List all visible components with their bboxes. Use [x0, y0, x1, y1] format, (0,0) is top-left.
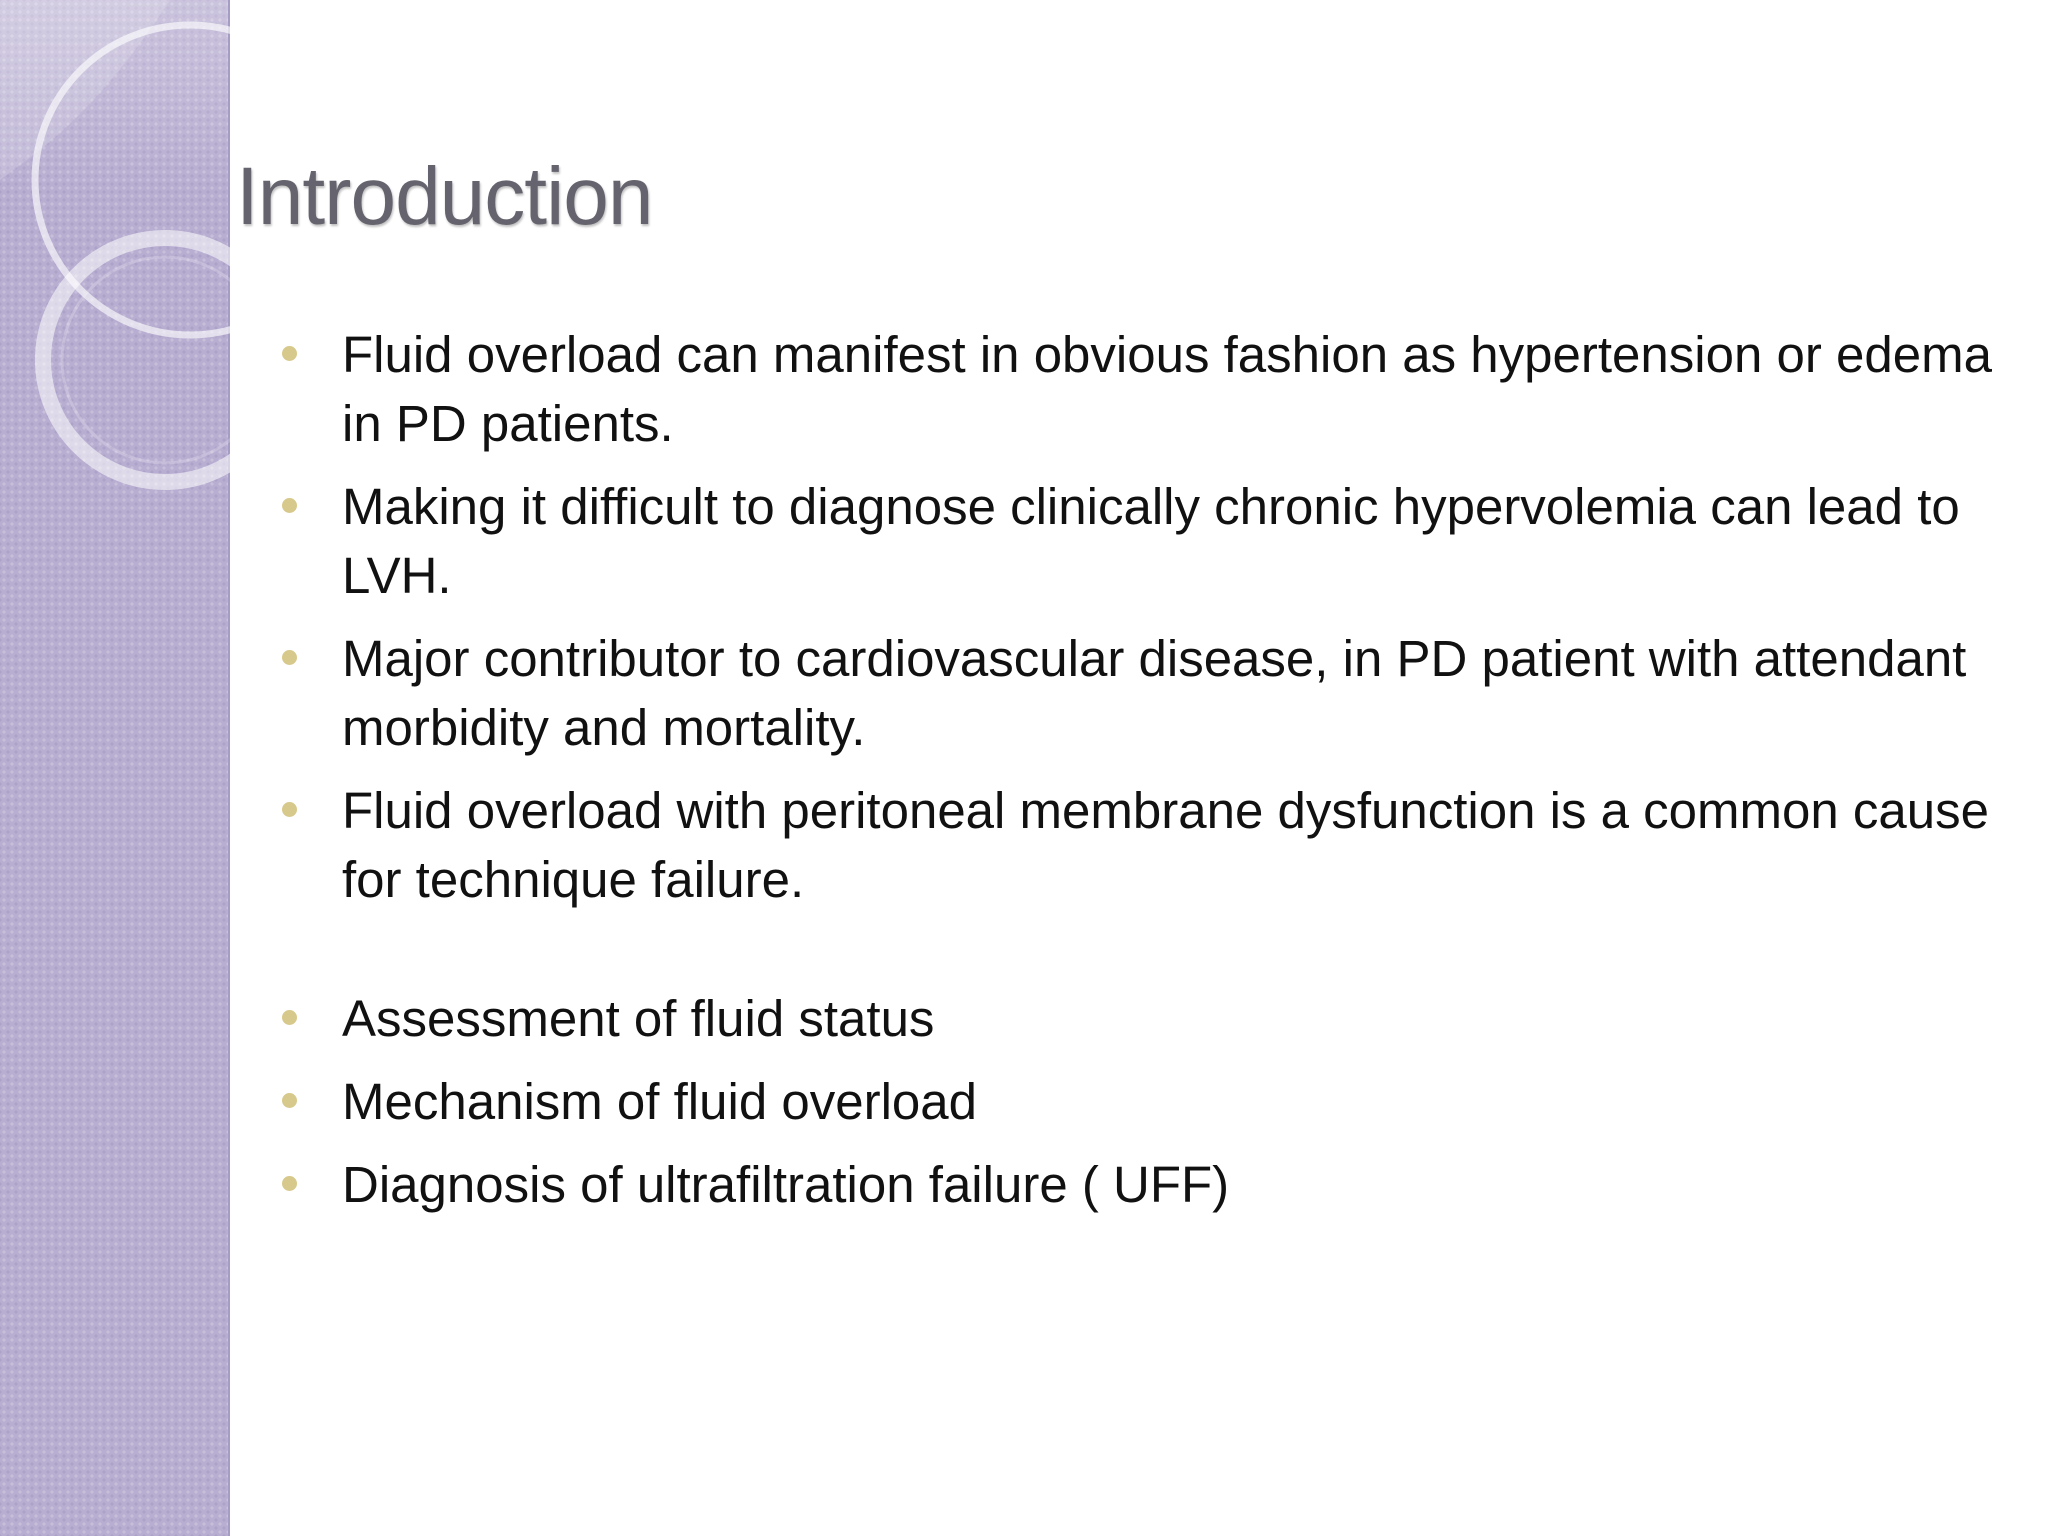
bullet-dot-icon [282, 1010, 297, 1025]
bullet-dot-icon [282, 1176, 297, 1191]
decorative-ring-graphics [0, 0, 330, 520]
bullet-item [342, 1150, 2032, 1219]
bullet-text: Diagnosis of ultrafiltration failure ( UFF) [342, 1156, 1230, 1213]
bullet-text: Making it difficult to diagnose clinically chronic hypervolemia can lead to LVH. [342, 478, 1960, 604]
bullet-text: Fluid overload can manifest in obvious fashion as hypertension or edema in PD patients. [342, 326, 1992, 452]
bullet-item [342, 984, 2032, 1053]
bullet-item [342, 320, 2032, 458]
bullet-dot-icon [282, 802, 297, 817]
bullet-text: Major contributor to cardiovascular disease, in PD patient with attendant morbidity and mortality. [342, 630, 1967, 756]
bullet-dot-icon [282, 650, 297, 665]
bullet-text: Mechanism of fluid overload [342, 1073, 977, 1130]
bullet-text: Assessment of fluid status [342, 990, 935, 1047]
bullet-item [342, 1067, 2032, 1136]
bullet-dot-icon [282, 498, 297, 513]
bullet-dot-icon [282, 346, 297, 361]
bullet-item [342, 776, 2032, 914]
bullet-dot-icon [282, 1093, 297, 1108]
slide-title: Introduction [236, 151, 653, 242]
bullet-text: Fluid overload with peritoneal membrane dysfunction is a common cause for technique failure. [342, 782, 1989, 908]
bullet-item [342, 624, 2032, 762]
bullet-list [342, 320, 2032, 1233]
bullet-item [342, 472, 2032, 610]
